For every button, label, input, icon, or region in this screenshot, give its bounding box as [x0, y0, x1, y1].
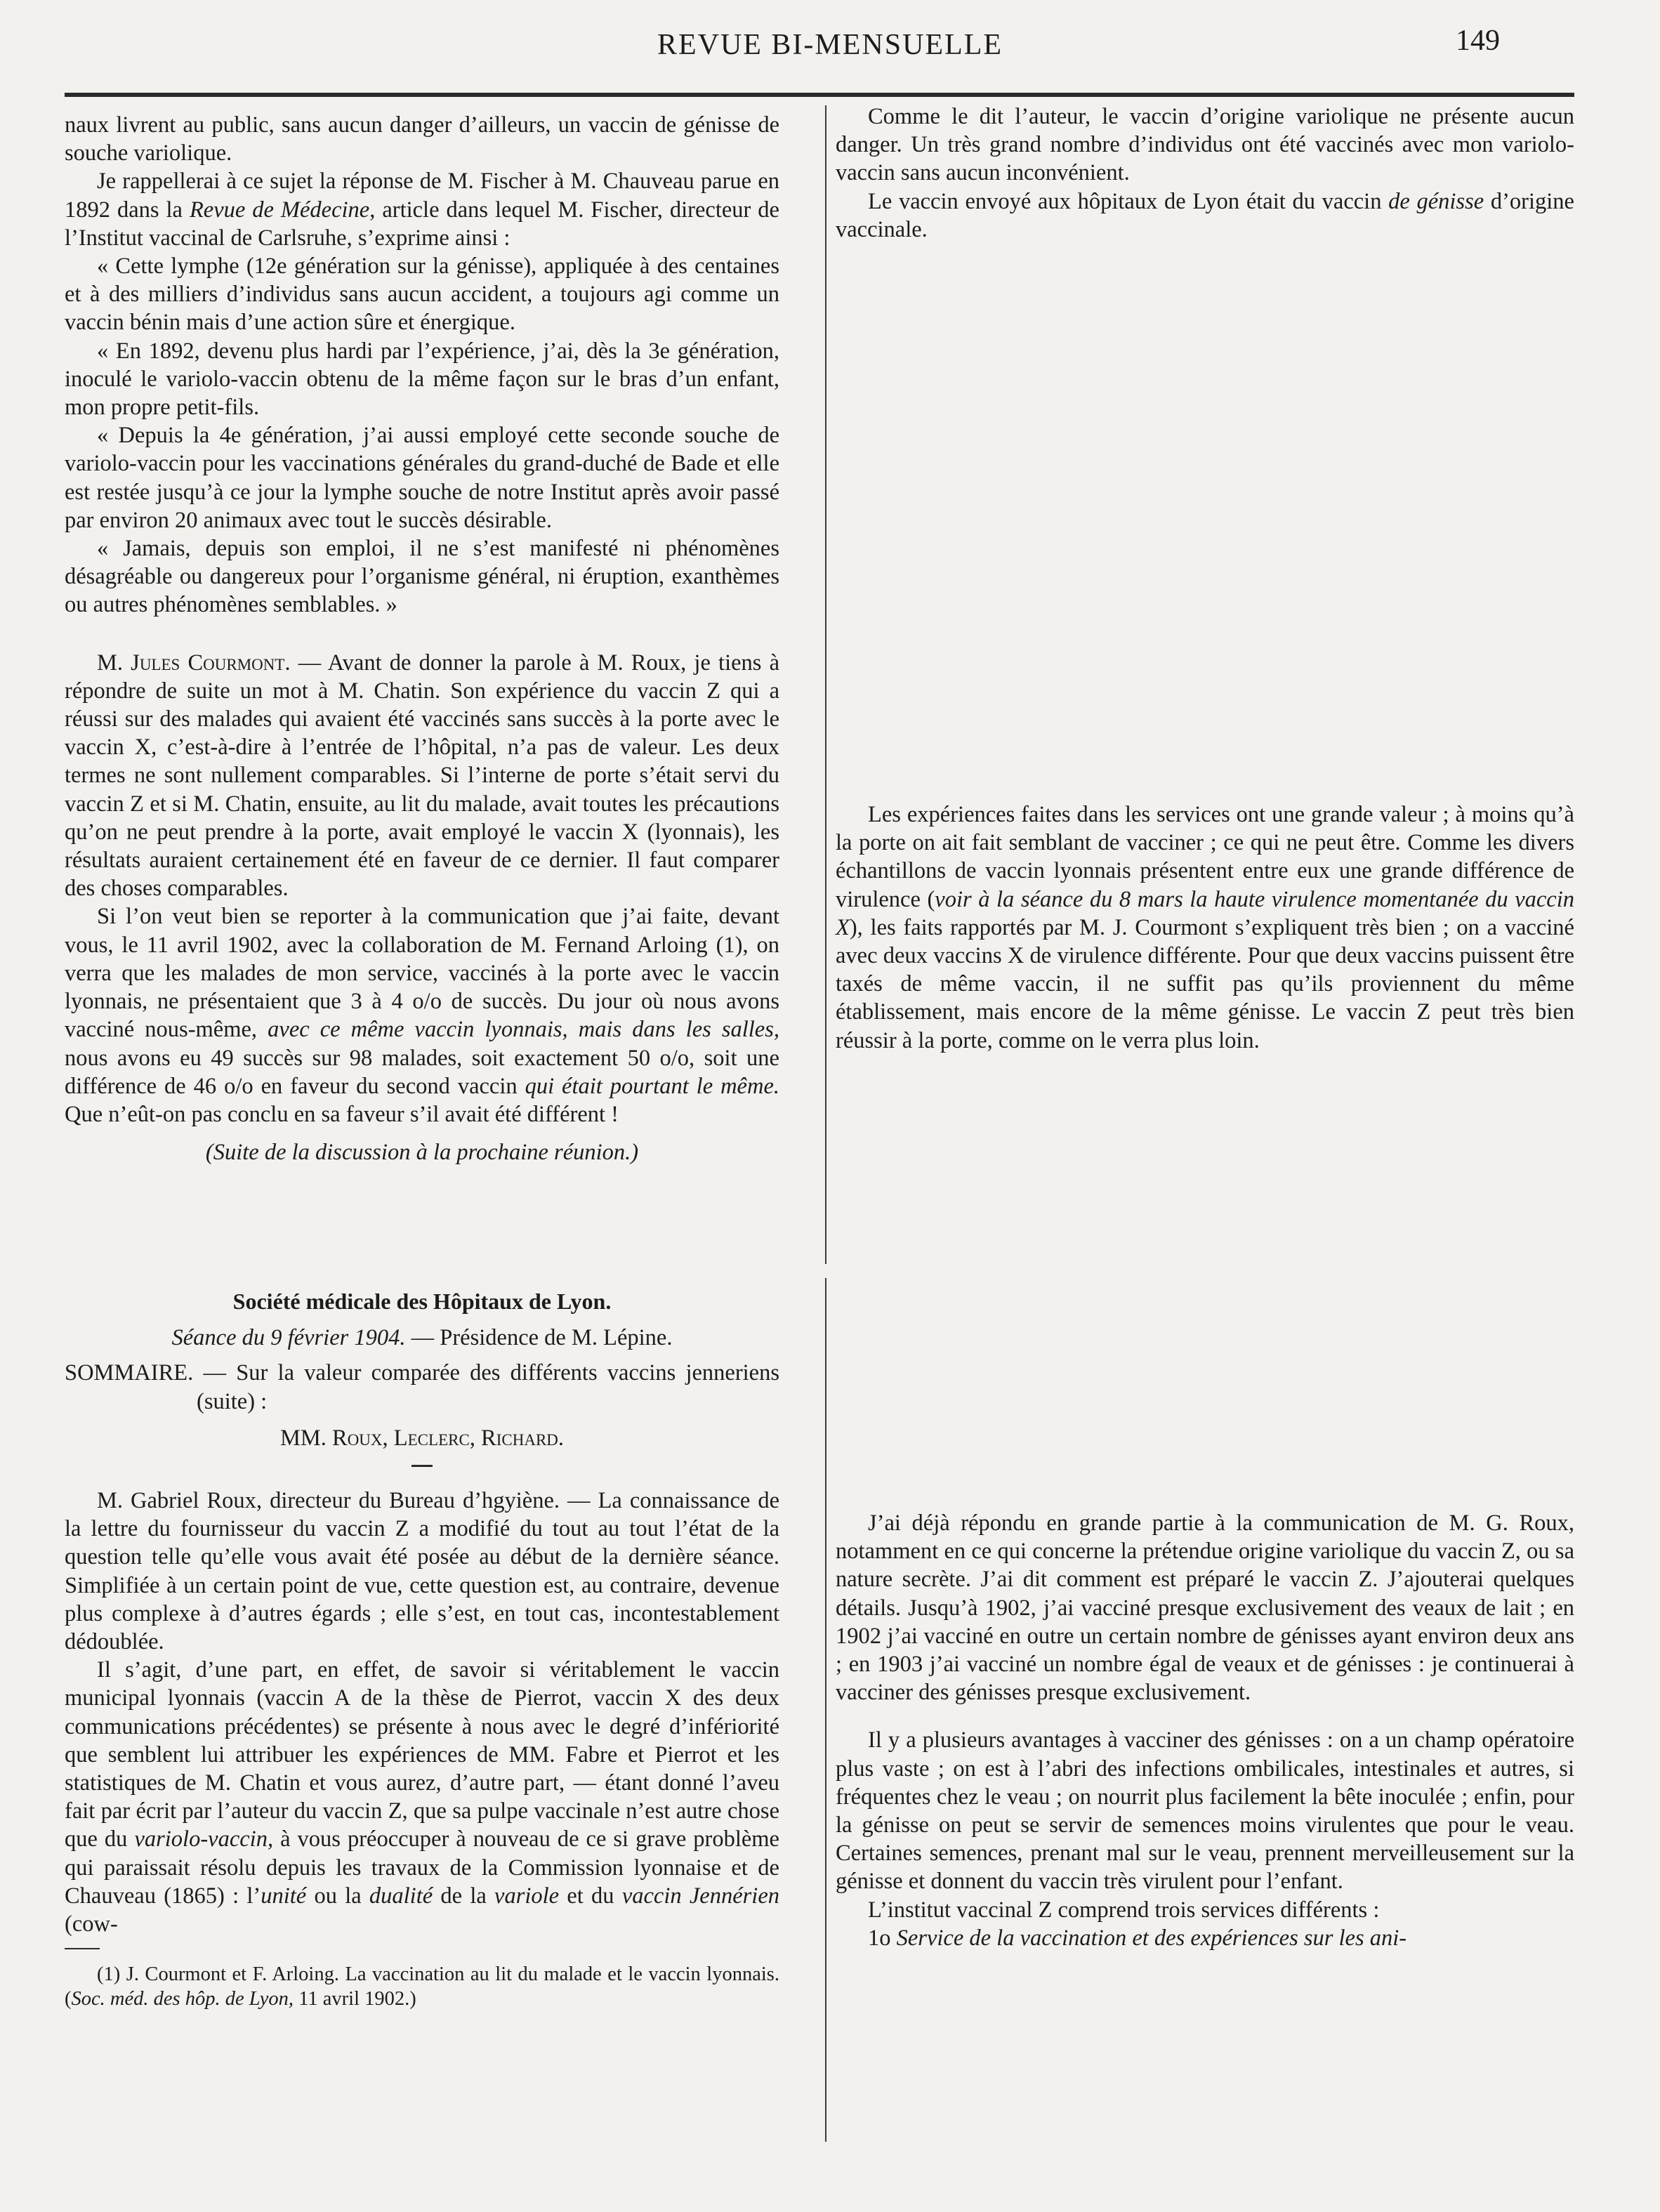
sommaire-names: MM. Roux, Leclerc, Richard.: [279, 1425, 565, 1451]
quote-paragraph-4: « Jamais, depuis son emploi, il ne s’est manifesté ni phénomènes désagréable ou dangereux pour l’organisme général, ni éruption, exanthèmes ou autres phénomènes semblables. »: [65, 536, 779, 618]
right-paragraph-7: 1o Service de la vaccination et des expériences sur les ani-: [868, 1925, 1407, 1951]
roux-paragraph-2: Il s’agit, d’une part, en effet, de savoir si véritablement le vaccin municipal lyonnais (vaccin A de la thèse de Pierrot, vaccin X des deux communications précédentes) se présente à nous avec le degré d’infériorité que semblent lui attribuer les expériences de MM. Fabre et Pierrot et les statistiques de M. Chatin et vous aurez, d’autre part, — étant donné l’aveu fait par écrit par l’auteur du vaccin Z, que sa pulpe vaccinale n’est autre chose que du variolo-vaccin, à vous préoccuper à nouveau de ce si grave problème qui paraissait résolu depuis les travaux de la Commission lyonnaise et de Chauveau (1865) : l’unité ou la dualité de la variole et du vaccin Jennérien (cow-: [65, 1657, 779, 1937]
right-paragraph-2: Le vaccin envoyé aux hôpitaux de Lyon était du vaccin de génisse d’origine vaccinale.: [836, 188, 1574, 242]
right-paragraph-4: J’ai déjà répondu en grande partie à la communication de M. G. Roux, notamment en ce qui concerne la prétendue origine variolique du vaccin Z, ou sa nature secrète. J’ai dit comment est préparé le vaccin Z. J’ajouterai quelques détails. Jusqu’à 1902, j’ai vacciné presque exclusivement des veaux de lait ; en 1902 j’ai vacciné en outre un certain nombre de génisses ayant environ deux ans ; en 1903 j’ai vacciné un nombre égal de veaux et de génisses : je continuerai à vacciner des génisses presque exclusivement.: [836, 1510, 1574, 1706]
right-paragraph-6: L’institut vaccinal Z comprend trois services différents :: [868, 1897, 1380, 1923]
column-divider-top: [825, 105, 826, 1264]
quote-paragraph-2: « En 1892, devenu plus hardi par l’expérience, j’ai, dès la 3e génération, inoculé le variolo-vaccin obtenu de la même façon sur le bras d’un enfant, mon propre petit-fils.: [65, 338, 779, 421]
courmont-paragraph: M. Jules Courmont. — Avant de donner la parole à M. Roux, je tiens à répondre de suite un mot à M. Chatin. Son expérience du vaccin Z qui a réussi sur des malades qui avaient été vaccinés sans succès à la porte avec le vaccin X, c’est-à-dire à l’entrée de l’hôpital, n’a pas de valeur. Les deux termes ne sont nullement comparables. Si l’interne de porte s’était servi du vaccin Z et si M. Chatin, ensuite, au lit du malade, avait toutes les précautions qu’on ne peut prendre à la porte, avait employé le vaccin X (lyonnais), les résultats auraient certainement été en faveur de ce dernier. Il faut comparer des choses comparables.: [65, 650, 780, 902]
footnote-rule: [65, 1948, 100, 1949]
right-column-top: [836, 103, 1574, 244]
right-column-bottom: [836, 1509, 1574, 1952]
right-paragraph-1: Comme le dit l’auteur, le vaccin d’origine variolique ne présente aucun danger. Un très grand nombre d’individus ont été vaccinés avec mon variolo-vaccin sans aucun inconvénient.: [836, 104, 1574, 186]
right-paragraph-5: Il y a plusieurs avantages à vacciner des génisses : on a un champ opératoire plus vaste ; on est à l’abri des infections ombilicales, intestinales et autres, si fréquentes chez le veau ; on nourrit plus facilement la bête inoculée ; enfin, pour la génisse on peut se servir de semences moins virulentes que pour le veau. Certaines semences, prenant mal sur le veau, prennent merveilleusement sur la génisse et donnent du vaccin très virulent pour l’enfant.: [836, 1727, 1574, 1895]
speaker-name: M. Gabriel Roux: [97, 1488, 256, 1514]
quote-paragraph-1: « Cette lymphe (12e génération sur la génisse), appliquée à des centaines et à des milliers d’individus sans aucun accident, a toujours agi comme un vaccin bénin mais d’une action sûre et énergique.: [65, 254, 779, 336]
sommaire: SOMMAIRE. — Sur la valeur comparée des différents vaccins jenneriens (suite) :: [65, 1360, 779, 1414]
paragraph-fischer: Je rappellerai à ce sujet la réponse de M. Fischer à M. Chauveau parue en 1892 dans la Revue de Médecine, article dans lequel M. Fischer, directeur de l’Institut vaccinal de Carlsruhe, s’exprime ainsi :: [65, 169, 779, 251]
right-column-middle: [836, 801, 1574, 1055]
paragraph-intro: naux livrent au public, sans aucun danger d’ailleurs, un vaccin de génisse de souche variolique.: [65, 112, 779, 166]
left-column-upper: [65, 111, 779, 1166]
section-dash: [411, 1465, 433, 1467]
suite-note: (Suite de la discussion à la prochaine réunion.): [205, 1140, 639, 1166]
right-paragraph-3: Les expériences faites dans les services ont une grande valeur ; à moins qu’à la porte on ait fait semblant de vacciner ; ce qui ne peut être. Comme les divers échantillons de vaccin lyonnais présentent entre eux une grande différence de virulence (voir à la séance du 8 mars la haute virulence momentanée du vaccin X), les faits rapportés par M. J. Courmont s’expliquent très bien ; on a vacciné avec deux vaccins X de virulence différente. Pour que deux vaccins puissent être taxés de même vaccin, il ne suffit pas qu’ils proviennent du même établissement, mais encore de la même génisse. Le vaccin Z peut très bien réussir à la porte, comme on le verra plus loin.: [836, 802, 1575, 1053]
report-paragraph: Si l’on veut bien se reporter à la communication que j’ai faite, devant vous, le 11 avril 1902, avec la collaboration de M. Fernand Arloing (1), on verra que les malades de mon service, vaccinés à la porte avec le vaccin lyonnais, ne présentaient que 3 à 4 o/o de succès. Du jour où nous avons vacciné nous-même, avec ce même vaccin lyonnais, mais dans les salles, nous avons eu 49 succès sur 98 malades, soit exactement 50 o/o, soit une différence de 46 o/o en faveur du second vaccin qui était pourtant le même. Que n’eût-on pas conclu en sa faveur s’il avait été différent !: [65, 904, 780, 1127]
seance-line: Séance du 9 février 1904. — Présidence de M. Lépine.: [171, 1325, 673, 1351]
left-column-lower: [65, 1287, 779, 2011]
column-divider-bottom: [825, 1278, 826, 2142]
header-rule: [65, 93, 1574, 97]
page-number: 149: [1456, 25, 1500, 57]
roux-paragraph-1: M. Gabriel Roux, directeur du Bureau d’hgyiène. — La connaissance de la lettre du fournisseur du vaccin Z a modifié du tout au tout l’état de la question telle qu’elle vous avait été posée au début de la dernière séance. Simplifiée à un certain point de vue, cette question est, au contraire, devenue plus complexe à d’autres égards ; elle s’est, en tout cas, incontestablement dédoublée.: [65, 1488, 779, 1655]
quote-paragraph-3: « Depuis la 4e génération, j’ai aussi employé cette seconde souche de variolo-vaccin pour les vaccinations générales du grand-duché de Bade et elle est restée jusqu’à ce jour la lymphe souche de notre Institut après avoir passé par environ 20 animaux avec tout le succès désirable.: [65, 423, 779, 533]
speaker-name: M. Jules Courmont.: [97, 650, 291, 676]
society-title: Société médicale des Hôpitaux de Lyon.: [232, 1289, 612, 1314]
footnote: (1) J. Courmont et F. Arloing. La vaccination au lit du malade et le vaccin lyonnais. (Soc. méd. des hôp. de Lyon, 11 avril 1902.): [65, 1963, 779, 2010]
running-header-title: REVUE BI-MENSUELLE: [657, 29, 1003, 61]
